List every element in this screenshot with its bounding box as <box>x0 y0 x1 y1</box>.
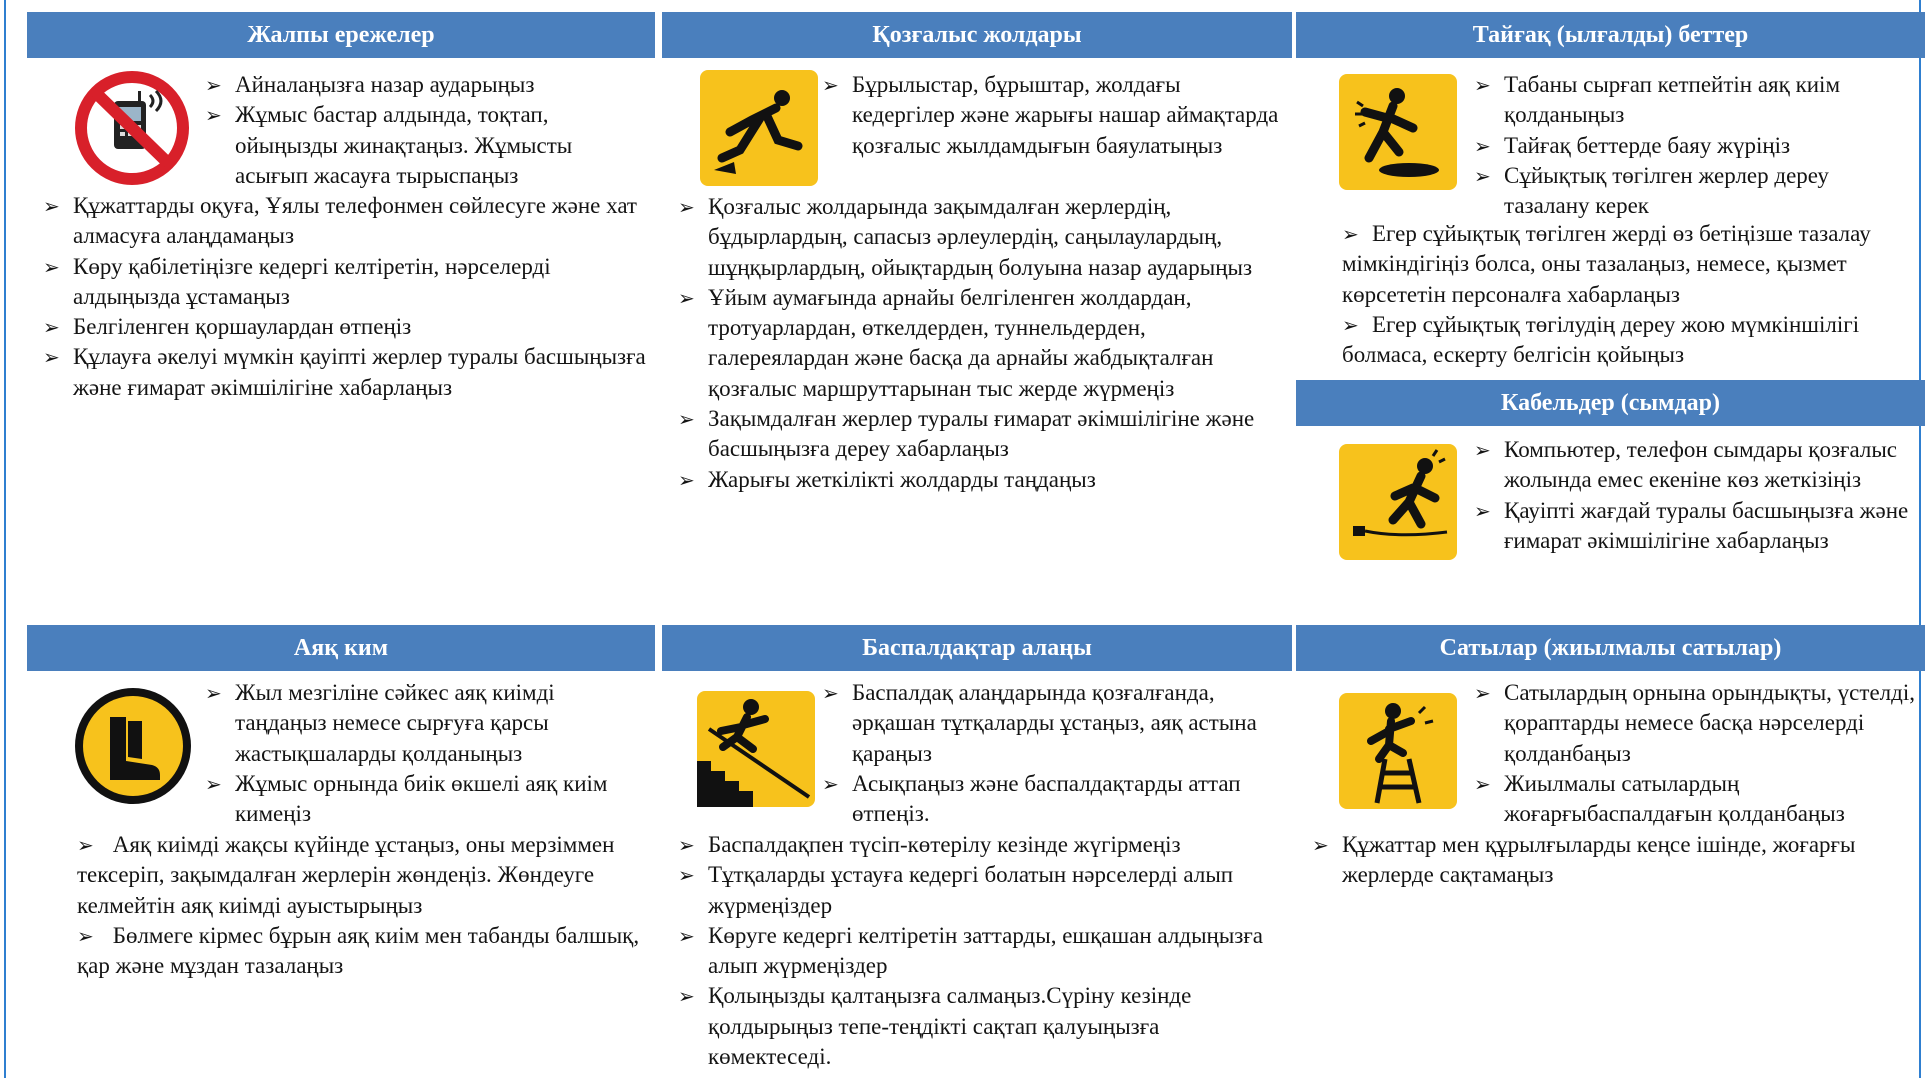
panel-title: Баспалдақтар алаңы <box>662 625 1292 671</box>
bullets-top <box>1474 435 1919 556</box>
bullets-bottom <box>678 830 1286 1072</box>
bullets-bottom <box>43 191 648 403</box>
arrow-bullet-icon: ➢ <box>1474 498 1491 523</box>
arrow-bullet-icon: ➢ <box>678 984 695 1009</box>
arrow-bullet-icon: ➢ <box>43 315 60 340</box>
list-item: ➢ Құжаттарды оқуға, Ұялы телефонмен сөйлесуге және хат алмасуға алаңдамаңыз <box>43 193 637 249</box>
list-item: ➢ Қауіпті жағдай туралы басшыңызға және ғимарат әкімшілігіне хабарлаңыз <box>1474 497 1909 553</box>
trip-hazard-icon <box>700 70 818 186</box>
list-item: ➢ Құлауға әкелуі мүмкін қауіпті жерлер туралы басшыңызға және ғимарат әкімшілігіне хабарлаңыз <box>43 344 646 400</box>
panel-walkways <box>662 12 1292 612</box>
list-item: ➢ Баспалдақпен түсіп-көтерілу кезінде жүгірмеңіз <box>678 830 1286 860</box>
bullets-bottom <box>678 192 1286 495</box>
list-item: ➢ Сұйықтық төгілген жерлер дереу тазалану керек <box>1474 162 1829 219</box>
arrow-bullet-icon: ➢ <box>43 254 60 279</box>
panel-title: Аяқ ким <box>27 625 655 671</box>
cable-trip-icon <box>1339 444 1457 560</box>
list-item: ➢ Көруге кедергі келтіретін заттарды, ешқашан алдыңызға алып жүрмеңіздер <box>678 922 1264 979</box>
list-item: ➢ Жиылмалы сатылардың жоғарғыбаспалдағын қолданбаңыз <box>1474 770 1845 827</box>
arrow-bullet-icon: ➢ <box>1474 163 1491 188</box>
ladder-fall-icon <box>1339 693 1457 809</box>
arrow-bullet-icon: ➢ <box>1342 222 1359 246</box>
panel-title: Жалпы ережелер <box>27 12 655 58</box>
arrow-bullet-icon: ➢ <box>1342 312 1359 337</box>
list-item: ➢ Құжаттар мен құрылғыларды кеңсе ішінде, жоғарғы жерлерде сақтамаңыз <box>1312 832 1856 888</box>
arrow-bullet-icon: ➢ <box>1474 73 1491 97</box>
list-item: ➢ Белгіленген қоршаулардан өтпеңіз <box>43 312 648 342</box>
list-item: ➢ Баспалдақ алаңдарында қозғалғанда, әрқашан тұтқаларды ұстаңыз, аяқ астына қараңыз <box>822 680 1257 766</box>
arrow-bullet-icon: ➢ <box>1474 438 1491 462</box>
arrow-bullet-icon: ➢ <box>205 681 222 705</box>
bullets-top <box>822 678 1282 829</box>
arrow-bullet-icon: ➢ <box>77 833 94 857</box>
panel-title: Қозғалыс жолдары <box>662 12 1292 58</box>
arrow-bullet-icon: ➢ <box>1474 771 1491 796</box>
list-item: ➢ Тұтқаларды ұстауға кедергі болатын нәрселерді алып жүрмеңіздер <box>678 862 1234 918</box>
panel-footwear <box>27 625 655 1075</box>
arrow-bullet-icon: ➢ <box>1312 833 1329 857</box>
arrow-bullet-icon: ➢ <box>77 923 94 948</box>
panel-stairs <box>662 625 1292 1078</box>
list-item: ➢ Табаны сырғап кетпейтін аяқ киім қолданыңыз <box>1474 72 1840 128</box>
no-phone-sign-icon <box>70 67 194 189</box>
bullets-top <box>205 70 645 191</box>
list-item: ➢ Зақымдалған жерлер туралы ғимарат әкімшілігіне және басшыңызға дереу хабарлаңыз <box>678 406 1255 462</box>
list-item: ➢ Сатылардың орнына орындықты, үстелді, қораптарды немесе басқа нәрселерді қолданбаңыз <box>1474 680 1915 766</box>
safety-boots-icon <box>72 685 194 807</box>
panel-title: Сатылар (жиылмалы сатылар) <box>1296 625 1925 671</box>
left-border <box>4 0 6 1078</box>
panel-general-rules <box>27 12 655 612</box>
list-item: ➢ Жарығы жеткілікті жолдарды таңдаңыз <box>678 465 1286 495</box>
arrow-bullet-icon: ➢ <box>678 467 695 492</box>
list-item: ➢ Бөлмеге кірмес бұрын аяқ киім мен табанды балшық, қар және мұздан тазалаңыз <box>77 922 640 979</box>
panel-title: Кабельдер (сымдар) <box>1296 380 1925 426</box>
list-item: ➢ Асықпаңыз және баспалдақтарды аттап өтпеңіз. <box>822 770 1241 827</box>
bullets-top <box>822 70 1282 161</box>
panel-ladders <box>1296 625 1925 1075</box>
arrow-bullet-icon: ➢ <box>678 195 695 219</box>
list-item: ➢ Тайғақ беттерде баяу жүріңіз <box>1474 131 1914 161</box>
arrow-bullet-icon: ➢ <box>1474 681 1491 705</box>
list-item: ➢ Көру қабілетіңізге кедергі келтіретін, нәрселерді алдыңызда ұстамаңыз <box>43 253 551 309</box>
paragraphs <box>1342 219 1917 370</box>
arrow-bullet-icon: ➢ <box>43 194 60 218</box>
arrow-bullet-icon: ➢ <box>205 771 222 796</box>
bullets-top <box>1474 70 1914 221</box>
arrow-bullet-icon: ➢ <box>678 923 695 948</box>
bullets-top <box>205 678 645 829</box>
arrow-bullet-icon: ➢ <box>1474 133 1491 158</box>
list-item: ➢ Аяқ киімді жақсы күйінде ұстаңыз, оны мерзіммен тексеріп, зақымдалған жерлерін жөндеңіз. Жөндеуге келмейтін аяқ киімді ауыстырыңыз <box>77 832 615 918</box>
list-item: ➢ Қозғалыс жолдарында зақымдалған жерлердің, бұдырлардың, сапасыз әрлеулердің, саңылаулардың, шұңқырлардың, ойықтардың болуына назар аударыңыз <box>678 194 1253 280</box>
list-item: ➢ Бұрылыстар, бұрыштар, жолдағы кедергілер және жарығы нашар аймақтарда қозғалыс жылдамдығын баяулатыңыз <box>822 72 1279 158</box>
list-item: ➢ Жұмыс бастар алдында, тоқтап, ойыңызды жинақтаңыз. Жұмысты асығып жасауға тырыспаңыз <box>205 102 573 188</box>
arrow-bullet-icon: ➢ <box>822 771 839 796</box>
bullets-top <box>1474 678 1919 829</box>
arrow-bullet-icon: ➢ <box>678 407 695 432</box>
arrow-bullet-icon: ➢ <box>205 103 222 128</box>
list-item: ➢ Егер сұйықтық төгілген жерді өз бетіңізше тазалау мімкіндігіңіз болса, оны тазалаңыз, немесе, қызмет көрсететін персоналға хабарлаңыз <box>1342 221 1871 307</box>
arrow-bullet-icon: ➢ <box>822 681 839 705</box>
arrow-bullet-icon: ➢ <box>678 863 695 888</box>
arrow-bullet-icon: ➢ <box>205 73 222 97</box>
arrow-bullet-icon: ➢ <box>43 345 60 370</box>
list-item: ➢ Ұйым аумағында арнайы белгіленген жолдардан, тротуарлардан, өткелдерден, туннельдерден, галереялардан және басқа да арнайы жабдықталған қозғалыс маршруттарынан тыс жерде жүрмеңіз <box>678 284 1214 401</box>
list-item: ➢ Егер сұйықтық төгілудің дереу жою мүмкіншілігі болмаса, ескерту белгісін қойыңыз <box>1342 311 1860 368</box>
arrow-bullet-icon: ➢ <box>678 285 695 310</box>
panel-cables <box>1296 380 1925 612</box>
list-item: ➢ Жұмыс орнында биік өкшелі аяқ киім кимеңіз <box>205 770 608 827</box>
panel-slippery <box>1296 12 1925 370</box>
list-item: ➢ Қолыңызды қалтаңызға салмаңыз.Сүріну кезінде қолдырыңыз тепе-теңдікті сақтап қалуыңызға көмектеседі. <box>678 983 1192 1070</box>
arrow-bullet-icon: ➢ <box>822 73 839 97</box>
stair-fall-icon <box>697 691 815 807</box>
list-item: ➢ Компьютер, телефон сымдары қозғалыс жолында емес екеніне көз жеткізіңіз <box>1474 437 1898 493</box>
slippery-floor-icon <box>1339 74 1457 190</box>
arrow-bullet-icon: ➢ <box>678 833 695 857</box>
bullets-bottom <box>1312 830 1872 891</box>
list-item: ➢ Жыл мезгіліне сәйкес аяқ киімді таңдаңыз немесе сырғуға қарсы жастықшаларды қолданыңыз <box>205 680 555 766</box>
paragraphs <box>77 830 647 981</box>
panel-title: Тайғақ (ылғалды) беттер <box>1296 12 1925 58</box>
list-item: ➢ Айналаңызға назар аударыңыз <box>205 70 645 100</box>
